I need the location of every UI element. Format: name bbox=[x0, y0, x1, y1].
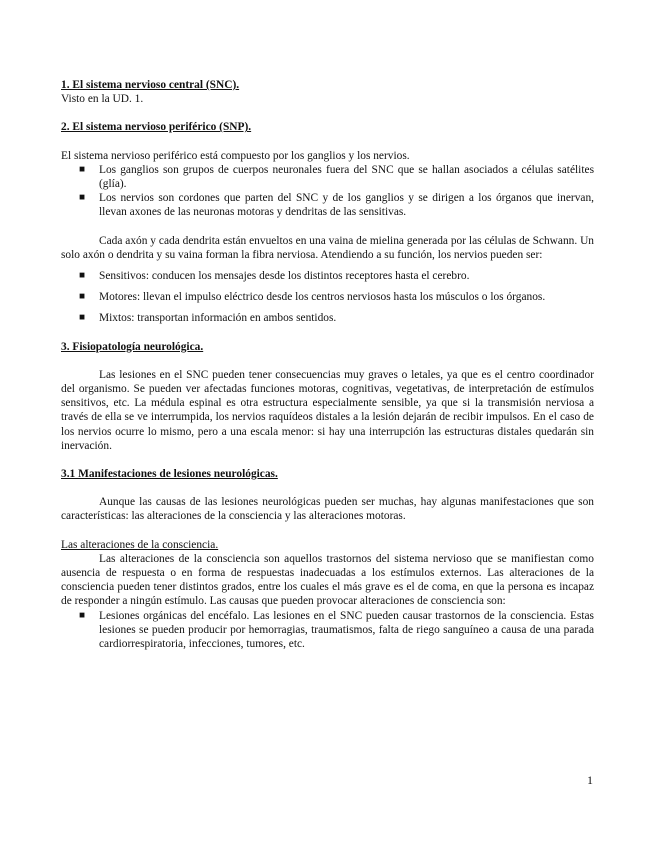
list-item: ■ Motores: llevan el impulso eléctrico desde los centros nerviosos hasta los músculos o los órganos. bbox=[79, 291, 546, 304]
section-1-heading: 1. El sistema nervioso central (SNC). bbox=[61, 79, 240, 91]
list-item: ■ Lesiones orgánicas del encéfalo. Las lesiones en el SNC pueden causar trastornos de la consciencia. Estas lesiones se pueden producir por hemorragias, traumatismos, falta de riego sanguíneo a causa de una parada cardiorrespiratoria, infecciones, tumores, etc. bbox=[79, 609, 594, 651]
section-3-1-paragraph: Aunque las causas de las lesiones neurológicas pueden ser muchas, hay algunas manifestaciones que son características: las alteraciones de la consciencia y las alteraciones motoras. bbox=[61, 496, 594, 523]
bullet-icon: ■ bbox=[79, 163, 86, 175]
list-item: ■ Los nervios son cordones que parten del SNC y de los ganglios y se dirigen a los órganos que inervan, llevan axones de las neuronas motoras y dendritas de las sensitivas. bbox=[79, 192, 594, 219]
section-3-paragraph: Las lesiones en el SNC pueden tener consecuencias muy graves o letales, ya que es el centro coordinador del organismo. Se pueden ver afectadas funciones motoras, cognitivas, vegetativas, de interpretación de estímulos sensitivos, etc. La médula espinal es otra estructura especialmente sensible, ya que si la transmisión nerviosa a través de ella se ve interrumpida, los nervios raquídeos distales a la lesión dejarán de recibir impulsos. En el caso de los nervios ocurre lo mismo, pero a una escala menor: si hay una interrupción las estructuras distales quedarán sin inervación. bbox=[61, 368, 594, 452]
bullet-icon: ■ bbox=[79, 192, 86, 204]
consciousness-causes-list bbox=[61, 609, 594, 652]
section-2-paragraph: Cada axón y cada dendrita están envueltos en una vaina de mielina generada por las células de Schwann. Un solo axón o dendrita y su vaina forman la fibra nerviosa. Atendiendo a su función, los nervios pueden ser: bbox=[61, 234, 594, 261]
section-3-1-heading: 3.1 Manifestaciones de lesiones neurológicas. bbox=[61, 468, 278, 481]
nerve-types-list bbox=[61, 269, 594, 326]
list-item: ■ Mixtos: transportan información en ambos sentidos. bbox=[79, 312, 337, 325]
bullet-icon: ■ bbox=[79, 291, 86, 303]
page-number: 1 bbox=[587, 773, 593, 787]
section-2-bullet-list bbox=[61, 163, 594, 220]
section-1-body: Visto en la UD. 1. bbox=[61, 93, 144, 106]
bullet-icon: ■ bbox=[79, 312, 86, 324]
section-2-intro: El sistema nervioso periférico está compuesto por los ganglios y los nervios. bbox=[61, 149, 410, 162]
section-2-heading: 2. El sistema nervioso periférico (SNP). bbox=[61, 121, 252, 134]
list-item: ■ Sensitivos: conducen los mensajes desde los distintos receptores hasta el cerebro. bbox=[79, 270, 470, 283]
consciousness-paragraph: Las alteraciones de la consciencia son aquellos trastornos del sistema nervioso que se manifiestan como ausencia de respuesta o en forma de respuestas inadecuadas a los estímulos externos. Las alteraciones de la consciencia pueden tener distintos grados, entre los cuales el más grave es el de coma, en que la persona es incapaz de responder a ningún estímulo. Las causas que pueden provocar alteraciones de consciencia son: bbox=[61, 552, 594, 608]
bullet-icon: ■ bbox=[79, 270, 86, 282]
bullet-icon: ■ bbox=[79, 609, 86, 621]
consciousness-subheading: Las alteraciones de la consciencia. bbox=[61, 538, 219, 551]
list-item: ■ Los ganglios son grupos de cuerpos neuronales fuera del SNC que se hallan asociados a células satélites (glía). bbox=[79, 163, 594, 191]
page-content bbox=[61, 78, 594, 651]
section-3-heading: 3. Fisiopatología neurológica. bbox=[61, 340, 204, 353]
